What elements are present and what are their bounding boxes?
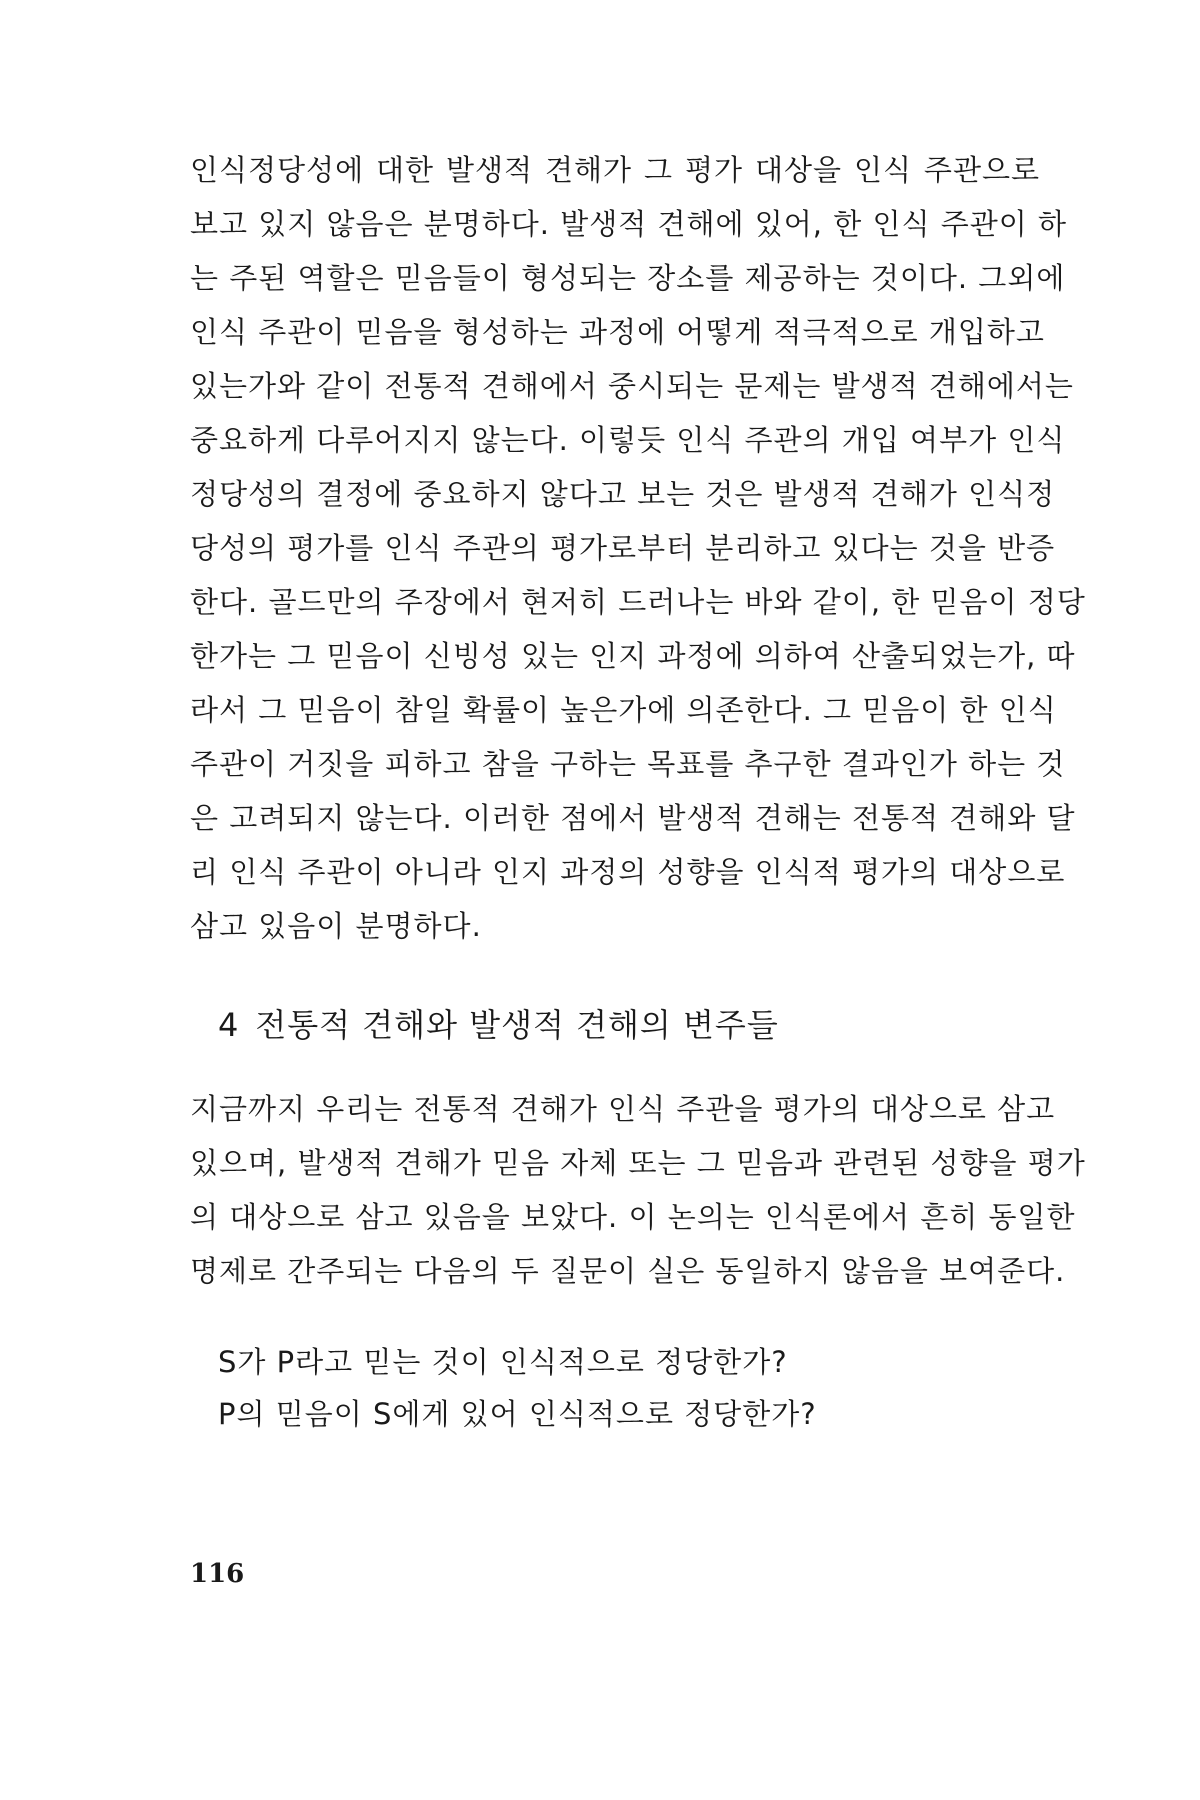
paragraph-line: 인식 주관이 믿음을 형성하는 과정에 어떻게 적극적으로 개입하고 xyxy=(190,315,1045,349)
question-item: P의 믿음이 S에게 있어 인식적으로 정당한가? xyxy=(218,1397,817,1431)
section-heading xyxy=(218,1000,779,1050)
paragraph-line: 은 고려되지 않는다. 이러한 점에서 발생적 견해는 전통적 견해와 달 xyxy=(190,801,1076,835)
paragraph-line: 보고 있지 않음은 분명하다. 발생적 견해에 있어, 한 인식 주관이 하 xyxy=(190,207,1067,241)
paragraph-line: 지금까지 우리는 전통적 견해가 인식 주관을 평가의 대상으로 삼고 xyxy=(190,1092,1056,1126)
paragraph-line: 명제로 간주되는 다음의 두 질문이 실은 동일하지 않음을 보여준다. xyxy=(190,1254,1066,1288)
page-number: 116 xyxy=(190,1559,245,1589)
body-paragraph-2 xyxy=(190,1082,1086,1298)
paragraph-line: 삼고 있음이 분명하다. xyxy=(190,909,482,943)
question-item: S가 P라고 믿는 것이 인식적으로 정당한가? xyxy=(218,1345,788,1379)
paragraph-line: 라서 그 믿음이 참일 확률이 높은가에 의존한다. 그 믿음이 한 인식 xyxy=(190,693,1057,727)
paragraph-line: 는 주된 역할은 믿음들이 형성되는 장소를 제공하는 것이다. 그외에 xyxy=(190,261,1066,295)
paragraph-line: 의 대상으로 삼고 있음을 보았다. 이 논의는 인식론에서 흔히 동일한 xyxy=(190,1200,1076,1234)
section-title: 전통적 견해와 발생적 견해의 변주들 xyxy=(255,1006,779,1044)
question-list xyxy=(218,1336,817,1440)
paragraph-line: 인식정당성에 대한 발생적 견해가 그 평가 대상을 인식 주관으로 xyxy=(190,153,1040,187)
body-paragraph-1 xyxy=(190,143,1086,953)
paragraph-line: 정당성의 결정에 중요하지 않다고 보는 것은 발생적 견해가 인식정 xyxy=(190,477,1056,511)
paragraph-line: 한가는 그 믿음이 신빙성 있는 인지 과정에 의하여 산출되었는가, 따 xyxy=(190,639,1076,673)
paragraph-line: 리 인식 주관이 아니라 인지 과정의 성향을 인식적 평가의 대상으로 xyxy=(190,855,1066,889)
paragraph-line: 중요하게 다루어지지 않는다. 이렇듯 인식 주관의 개입 여부가 인식 xyxy=(190,423,1066,457)
paragraph-line: 있는가와 같이 전통적 견해에서 중시되는 문제는 발생적 견해에서는 xyxy=(190,369,1074,403)
section-number: 4 xyxy=(218,1006,240,1044)
paragraph-line: 주관이 거짓을 피하고 참을 구하는 목표를 추구한 결과인가 하는 것 xyxy=(190,747,1066,781)
paragraph-line: 한다. 골드만의 주장에서 현저히 드러나는 바와 같이, 한 믿음이 정당 xyxy=(190,585,1086,619)
paragraph-line: 당성의 평가를 인식 주관의 평가로부터 분리하고 있다는 것을 반증 xyxy=(190,531,1056,565)
paragraph-line: 있으며, 발생적 견해가 믿음 자체 또는 그 믿음과 관련된 성향을 평가 xyxy=(190,1146,1086,1180)
